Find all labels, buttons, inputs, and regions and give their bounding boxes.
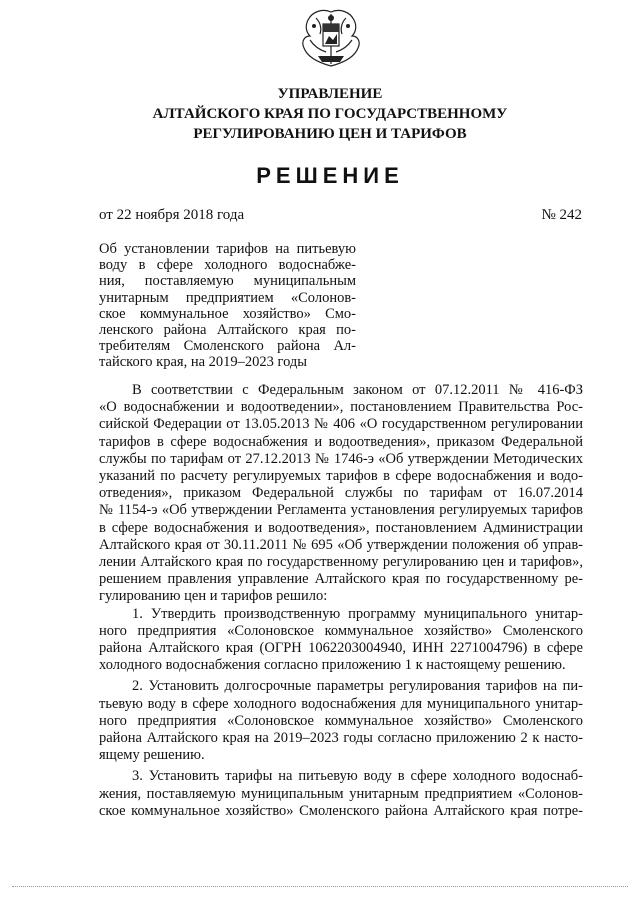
body-line: ящему решению. bbox=[99, 747, 205, 764]
issuing-authority-header bbox=[100, 84, 560, 144]
subject-line: унитарным предприятием «Солонов- bbox=[99, 289, 356, 306]
page-bottom-divider bbox=[12, 886, 628, 887]
body-line: 1. Утвердить производственную программу муниципального унитар- bbox=[132, 605, 583, 622]
body-line: района Алтайского края (ОГРН 1062203004940, ИНН 2271004796) в сфере bbox=[99, 640, 583, 657]
body-line: ного предприятия «Солоновское коммунальное хозяйство» Смоленского bbox=[99, 622, 583, 639]
header-line: АЛТАЙСКОГО КРАЯ ПО ГОСУДАРСТВЕННОМУ bbox=[152, 106, 508, 122]
body-line: 3. Установить тарифы на питьевую воду в сфере холодного водоснаб- bbox=[132, 768, 583, 785]
body-line: ское коммунальное хозяйство» Смоленского района Алтайского края потре- bbox=[99, 802, 583, 819]
body-line: лении Алтайского края по государственному регулированию цен и тарифов», bbox=[99, 554, 583, 571]
subject-line: тайского края, на 2019–2023 годы bbox=[99, 354, 308, 371]
body-line: службы по тарифам от 27.12.2013 № 1746-э «Об утверждении Методических bbox=[99, 450, 583, 467]
subject-line: ленского района Алтайского края по- bbox=[99, 322, 356, 339]
body-line: «О водоснабжении и водоотведении», постановлением Правительства Рос- bbox=[99, 399, 583, 416]
subject-line: ния, поставляемую муниципальным bbox=[99, 273, 356, 290]
document-body bbox=[99, 382, 583, 820]
body-line: тарифов в сфере водоснабжения и водоотведения», приказом Федеральной bbox=[99, 433, 583, 450]
body-line: гулированию цен и тарифов решило: bbox=[99, 588, 328, 605]
body-line: в сфере водоснабжения и водоотведения», постановлением Администрации bbox=[99, 519, 583, 536]
body-line: ного предприятия «Солоновское коммунальное хозяйство» Смоленского bbox=[99, 712, 583, 729]
document-date: от 22 ноября 2018 года bbox=[99, 207, 245, 223]
subject-line: ское коммунальное хозяйство» Смо- bbox=[99, 305, 356, 322]
document-type-title: РЕШЕНИЕ bbox=[256, 163, 404, 188]
body-line: Алтайского края от 30.11.2011 № 695 «Об утверждении положения об управ- bbox=[99, 536, 583, 553]
body-line: № 1154-э «Об утверждении Регламента установления регулируемых тарифов bbox=[99, 502, 583, 519]
body-line: жения, поставляемую муниципальным унитарным предприятием «Солонов- bbox=[99, 785, 583, 802]
body-line: отведения», приказом Федеральной службы по тарифам от 16.07.2014 bbox=[99, 485, 583, 502]
coat-of-arms-icon bbox=[296, 6, 366, 72]
subject-line: требителям Смоленского района Ал- bbox=[99, 338, 356, 355]
body-line: указаний по расчету регулируемых тарифов в сфере водоснабжения и водо- bbox=[99, 468, 583, 485]
header-line: РЕГУЛИРОВАНИЮ ЦЕН И ТАРИФОВ bbox=[193, 126, 467, 142]
document-subject bbox=[99, 241, 356, 371]
header-line: УПРАВЛЕНИЕ bbox=[277, 86, 383, 102]
subject-line: воду в сфере холодного водоснабже- bbox=[99, 257, 356, 274]
subject-line: Об установлении тарифов на питьевую bbox=[99, 241, 356, 257]
body-line: тьевую воду в сфере холодного водоснабжения для муниципального унитар- bbox=[99, 695, 583, 712]
body-line: В соответствии с Федеральным законом от 07.12.2011 № 416-ФЗ bbox=[132, 382, 583, 398]
body-line: 2. Установить долгосрочные параметры регулирования тарифов на пи- bbox=[132, 678, 583, 695]
body-line: решением правления управление Алтайского края по государственному ре- bbox=[99, 571, 583, 588]
body-line: района Алтайского края на 2019–2023 годы согласно приложению 2 к насто- bbox=[99, 730, 583, 747]
body-line: холодного водоснабжения согласно приложению 1 к настоящему решению. bbox=[99, 657, 566, 674]
document-number: № 242 bbox=[541, 207, 582, 223]
body-line: сийской Федерации от 13.05.2013 № 406 «О государственном регулировании bbox=[99, 416, 583, 433]
